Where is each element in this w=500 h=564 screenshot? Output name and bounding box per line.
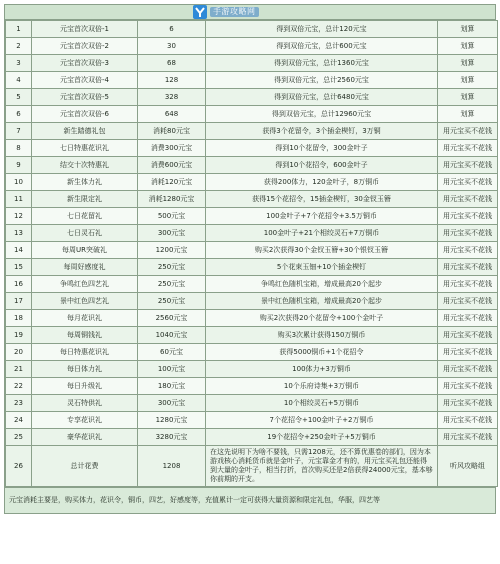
gift-table-body: [6, 21, 498, 487]
cell-reward: 100体力+3万铜币: [206, 361, 438, 378]
cell-no: 19: [6, 327, 32, 344]
cell-cost: 60元宝: [138, 344, 206, 361]
cell-reward: 获得3个花留令，3个插金楔钉，3万铜: [206, 123, 438, 140]
cell-no: 1: [6, 21, 32, 38]
cell-name: 每日体力礼: [32, 361, 138, 378]
cell-reward: 得到10个花招令，600金叶子: [206, 157, 438, 174]
cell-name: 每日升级礼: [32, 378, 138, 395]
cell-reward: 5个花束玉钿+10个插金楔钉: [206, 259, 438, 276]
cell-value: 用元宝买不花钱: [438, 208, 498, 225]
table-row: [6, 310, 498, 327]
table-row: [6, 140, 498, 157]
cell-value: 用元宝买不花钱: [438, 225, 498, 242]
cell-reward: 19个花招令+250金叶子+5万铜币: [206, 429, 438, 446]
cell-no: 11: [6, 191, 32, 208]
cell-no: 25: [6, 429, 32, 446]
cell-name: 豪华花识礼: [32, 429, 138, 446]
cell-name: 元宝首次双倍-4: [32, 72, 138, 89]
cell-no: 5: [6, 89, 32, 106]
cell-value: 用元宝买不花钱: [438, 293, 498, 310]
cell-name: 元宝首次双倍-5: [32, 89, 138, 106]
cell-name: 结交十次特惠礼: [32, 157, 138, 174]
cell-reward: 获得5000铜币+1个花招令: [206, 344, 438, 361]
site-logo-icon: [193, 5, 207, 19]
cell-reward: 10个乐府诗集+3万铜币: [206, 378, 438, 395]
table-row: [6, 21, 498, 38]
table-row: [6, 174, 498, 191]
table-row: [6, 259, 498, 276]
cell-cost: 648: [138, 106, 206, 123]
cell-name: 每周好感度礼: [32, 259, 138, 276]
cell-name: 专享花识礼: [32, 412, 138, 429]
cell-no: 17: [6, 293, 32, 310]
cell-name: 元宝首次双倍-3: [32, 55, 138, 72]
cell-name: 每月花识礼: [32, 310, 138, 327]
cell-cost: 250元宝: [138, 276, 206, 293]
cell-reward: 购买2次获得30个金钗玉簪+30个银钗玉簪: [206, 242, 438, 259]
cell-value: 用元宝买不花钱: [438, 412, 498, 429]
cell-reward: 得到双倍元宝，总计1360元宝: [206, 55, 438, 72]
cell-reward: 争鸣红色随机宝箱，增成最高20个起步: [206, 276, 438, 293]
cell-cost: 250元宝: [138, 293, 206, 310]
cell-reward: 得到双倍元宝，总计2560元宝: [206, 72, 438, 89]
cell-reward: 100金叶子+7个花招令+3.5万铜币: [206, 208, 438, 225]
table-row: [6, 395, 498, 412]
cell-value: 用元宝买不花钱: [438, 327, 498, 344]
table-row: [6, 55, 498, 72]
cell-name: 七日花留礼: [32, 208, 138, 225]
table-row: [6, 361, 498, 378]
cell-cost: 1280元宝: [138, 412, 206, 429]
cell-cost: 100元宝: [138, 361, 206, 378]
cell-value: 用元宝买不花钱: [438, 123, 498, 140]
table-row: [6, 429, 498, 446]
cell-no: 8: [6, 140, 32, 157]
cell-no: 24: [6, 412, 32, 429]
cell-name: 元宝首次双倍-2: [32, 38, 138, 55]
cell-no: 22: [6, 378, 32, 395]
cell-cost: 328: [138, 89, 206, 106]
cell-value: 划算: [438, 55, 498, 72]
cell-no: 4: [6, 72, 32, 89]
table-row: [6, 242, 498, 259]
table-row: [6, 157, 498, 174]
cell-name: 七日灵石礼: [32, 225, 138, 242]
cell-cost: 300元宝: [138, 225, 206, 242]
cell-reward: 7个花招令+100金叶子+2万铜币: [206, 412, 438, 429]
cell-name: 新生限定礼: [32, 191, 138, 208]
cell-cost: 500元宝: [138, 208, 206, 225]
cell-name: 每日特惠花识礼: [32, 344, 138, 361]
cell-reward: 购买2次获得20个花留令+100个金叶子: [206, 310, 438, 327]
cell-name: 七日特惠花识礼: [32, 140, 138, 157]
cell-cost: 1200元宝: [138, 242, 206, 259]
spreadsheet: [4, 4, 496, 514]
cell-reward: 购买3次累计获得150万铜币: [206, 327, 438, 344]
cell-cost: 68: [138, 55, 206, 72]
table-row: [6, 123, 498, 140]
cell-cost: 消费300元宝: [138, 140, 206, 157]
cell-reward: 得到双倍元宝，总计6480元宝: [206, 89, 438, 106]
cell-no: 23: [6, 395, 32, 412]
table-row: [6, 276, 498, 293]
total-row: [6, 446, 498, 487]
cell-value: 划算: [438, 106, 498, 123]
table-row: [6, 327, 498, 344]
site-watermark: [193, 5, 317, 19]
cell-value: 划算: [438, 38, 498, 55]
table-row: [6, 208, 498, 225]
cell-reward: 得到双倍元宝，总计600元宝: [206, 38, 438, 55]
cell-no: 2: [6, 38, 32, 55]
cell-value: 用元宝买不花钱: [438, 259, 498, 276]
cell-value: 划算: [438, 21, 498, 38]
cell-no: 10: [6, 174, 32, 191]
cell-value: 用元宝买不花钱: [438, 310, 498, 327]
cell-no: 13: [6, 225, 32, 242]
total-credit: 听风攻略组: [438, 446, 498, 487]
table-row: [6, 89, 498, 106]
cell-reward: 10个相绞灵石+5万铜币: [206, 395, 438, 412]
cell-cost: 消耗120元宝: [138, 174, 206, 191]
cell-reward: 景中红色随机宝箱，增成最高20个起步: [206, 293, 438, 310]
gift-table: [5, 20, 498, 487]
table-row: [6, 106, 498, 123]
total-name: 总计花费: [32, 446, 138, 487]
cell-reward: 100金叶子+21个相绞灵石+7万铜币: [206, 225, 438, 242]
cell-reward: 获得200体力，120金叶子，8万铜币: [206, 174, 438, 191]
title-row: [5, 5, 495, 20]
cell-name: 新生体力礼: [32, 174, 138, 191]
cell-no: 7: [6, 123, 32, 140]
cell-cost: 消耗80元宝: [138, 123, 206, 140]
cell-cost: 消耗1280元宝: [138, 191, 206, 208]
cell-value: 用元宝买不花钱: [438, 429, 498, 446]
cell-reward: 得到双倍元宝，总计120元宝: [206, 21, 438, 38]
table-row: [6, 225, 498, 242]
cell-cost: 30: [138, 38, 206, 55]
cell-value: 用元宝买不花钱: [438, 395, 498, 412]
cell-value: 用元宝买不花钱: [438, 157, 498, 174]
cell-name: 灵石特供礼: [32, 395, 138, 412]
table-row: [6, 293, 498, 310]
cell-no: 12: [6, 208, 32, 225]
table-row: [6, 38, 498, 55]
total-cost: 1208: [138, 446, 206, 487]
cell-no: 20: [6, 344, 32, 361]
total-no: 26: [6, 446, 32, 487]
cell-value: 划算: [438, 72, 498, 89]
cell-value: 用元宝买不花钱: [438, 378, 498, 395]
cell-value: 用元宝买不花钱: [438, 242, 498, 259]
cell-no: 18: [6, 310, 32, 327]
cell-reward: 得到双倍元宝，总计12960元宝: [206, 106, 438, 123]
cell-no: 16: [6, 276, 32, 293]
cell-name: 新生踏德礼包: [32, 123, 138, 140]
cell-no: 9: [6, 157, 32, 174]
cell-cost: 1040元宝: [138, 327, 206, 344]
cell-name: 争鸣红色四艺礼: [32, 276, 138, 293]
cell-value: 用元宝买不花钱: [438, 191, 498, 208]
cell-no: 21: [6, 361, 32, 378]
site-watermark-text: 手游攻略网: [210, 7, 259, 17]
cell-name: 元宝首次双倍-1: [32, 21, 138, 38]
table-row: [6, 72, 498, 89]
table-row: [6, 378, 498, 395]
cell-value: 用元宝买不花钱: [438, 344, 498, 361]
table-row: [6, 191, 498, 208]
cell-value: 用元宝买不花钱: [438, 361, 498, 378]
cell-name: 每周铜钱礼: [32, 327, 138, 344]
cell-no: 15: [6, 259, 32, 276]
cell-name: 每周UR突破礼: [32, 242, 138, 259]
cell-value: 用元宝买不花钱: [438, 140, 498, 157]
cell-reward: 获得15个花招令，15插金楔钉，30金钗玉簪: [206, 191, 438, 208]
cell-value: 用元宝买不花钱: [438, 174, 498, 191]
cell-cost: 180元宝: [138, 378, 206, 395]
cell-cost: 2560元宝: [138, 310, 206, 327]
cell-name: 元宝首次双倍-6: [32, 106, 138, 123]
cell-cost: 128: [138, 72, 206, 89]
cell-cost: 250元宝: [138, 259, 206, 276]
cell-no: 3: [6, 55, 32, 72]
footer-note: 元宝消耗主要是，购买体力，花识令，铜币，四艺，好感度等，充值累计一定可获得大量资源和限定礼包，华服，四艺等: [5, 487, 495, 513]
table-row: [6, 344, 498, 361]
total-description: 在这先说明下为啥不要钱，只需1208元，还不算优惠卷的部们，因为本游戏核心消耗货币就是金叶子，元宝靠金才有的，用元宝买礼包还能得到大量的金叶子，相当打折，首次购买还是2倍获得24000元宝，基本够你前期的开支。: [206, 446, 438, 487]
cell-value: 划算: [438, 89, 498, 106]
cell-cost: 消费600元宝: [138, 157, 206, 174]
cell-cost: 300元宝: [138, 395, 206, 412]
cell-cost: 3280元宝: [138, 429, 206, 446]
cell-name: 景中红色四艺礼: [32, 293, 138, 310]
cell-cost: 6: [138, 21, 206, 38]
cell-reward: 得到10个花留令，300金叶子: [206, 140, 438, 157]
table-row: [6, 412, 498, 429]
cell-value: 用元宝买不花钱: [438, 276, 498, 293]
cell-no: 14: [6, 242, 32, 259]
cell-no: 6: [6, 106, 32, 123]
